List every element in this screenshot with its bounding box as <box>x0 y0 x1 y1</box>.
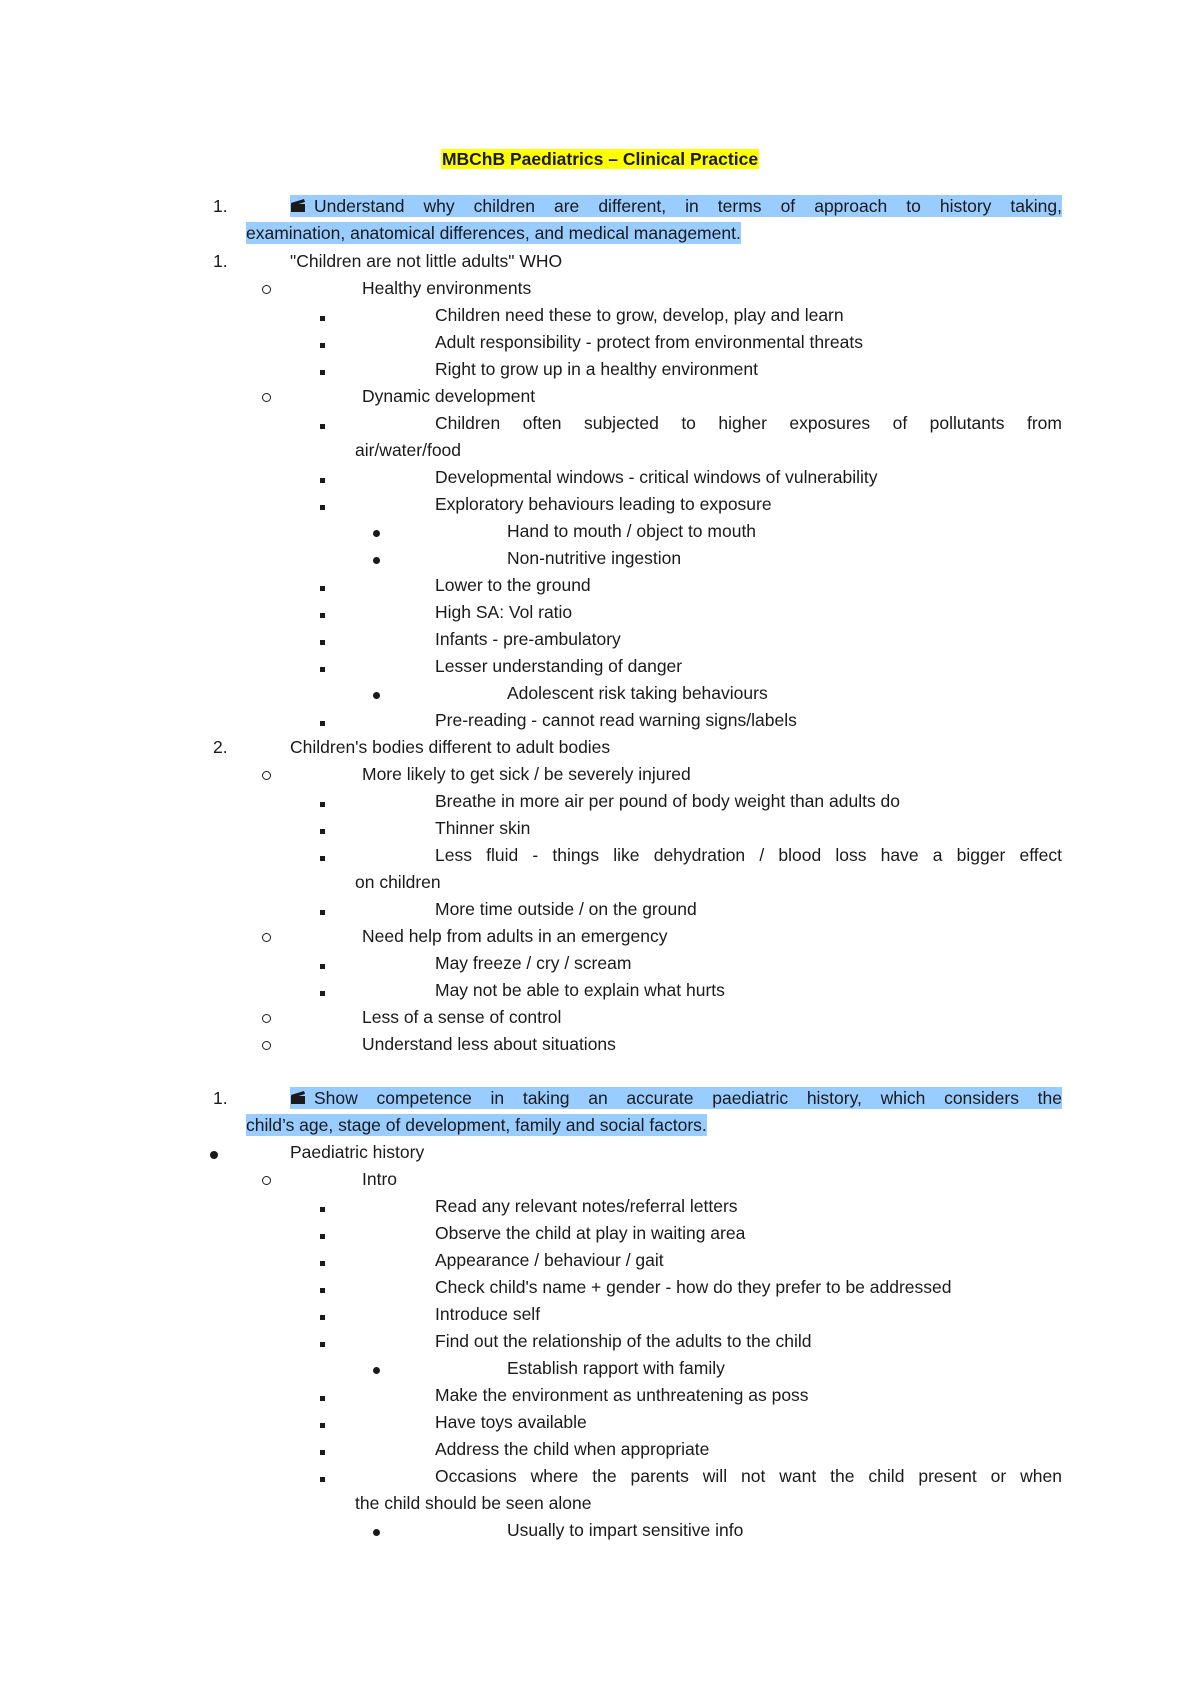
list-item: Read any relevant notes/referral letters <box>435 1196 738 1216</box>
section-2-number: 2. <box>213 737 228 757</box>
page-title: MBChB Paediatrics – Clinical Practice <box>441 149 759 169</box>
objective-1-number: 1. <box>213 196 228 216</box>
intro-label: Intro <box>362 1169 398 1189</box>
list-item: Make the environment as unthreatening as poss <box>435 1385 809 1405</box>
square-bullet <box>320 790 325 812</box>
clapperboard-icon <box>290 199 306 213</box>
circle-bullet <box>262 385 271 407</box>
square-bullet <box>320 952 325 974</box>
clapperboard-icon <box>290 1091 306 1105</box>
more-likely-sick: More likely to get sick / be severely injured <box>362 764 691 784</box>
square-bullet <box>320 1222 325 1244</box>
understand-less: Understand less about situations <box>362 1034 616 1054</box>
square-bullet <box>320 1384 325 1406</box>
list-item: Appearance / behaviour / gait <box>435 1250 664 1270</box>
square-bullet <box>320 1438 325 1460</box>
square-bullet <box>320 1465 325 1487</box>
list-item: Lower to the ground <box>435 575 591 595</box>
list-item: Lesser understanding of danger <box>435 656 683 676</box>
list-item-continued: air/water/food <box>355 440 462 460</box>
square-bullet <box>320 1276 325 1298</box>
list-item: Introduce self <box>435 1304 541 1324</box>
dynamic-development: Dynamic development <box>362 386 536 406</box>
square-bullet <box>320 709 325 731</box>
list-item: Children need these to grow, develop, play and learn <box>435 305 844 325</box>
list-item: High SA: Vol ratio <box>435 602 573 622</box>
square-bullet <box>320 466 325 488</box>
circle-bullet <box>262 925 271 947</box>
list-item-continued: the child should be seen alone <box>355 1493 592 1513</box>
list-item: More time outside / on the ground <box>435 899 697 919</box>
square-bullet <box>320 1303 325 1325</box>
list-subitem: Establish rapport with family <box>507 1358 725 1378</box>
circle-bullet <box>262 1006 271 1028</box>
list-item: Breathe in more air per pound of body weight than adults do <box>435 791 901 811</box>
square-bullet <box>320 412 325 434</box>
list-item: Adult responsibility - protect from environmental threats <box>435 332 863 352</box>
objective-2-line-2: child’s age, stage of development, family and social factors. <box>246 1115 707 1135</box>
section-1-number: 1. <box>213 251 228 271</box>
list-subitem: Usually to impart sensitive info <box>507 1520 744 1540</box>
list-subitem: Hand to mouth / object to mouth <box>507 521 757 541</box>
dot-bullet <box>373 520 380 542</box>
list-item-continued: on children <box>355 872 441 892</box>
objective-2-line-1: Show competence in taking an accurate paediatric history, which considers the <box>290 1087 1062 1109</box>
list-item: Find out the relationship of the adults to the child <box>435 1331 812 1351</box>
circle-bullet <box>262 763 271 785</box>
list-item: Have toys available <box>435 1412 587 1432</box>
less-control: Less of a sense of control <box>362 1007 562 1027</box>
square-bullet <box>320 979 325 1001</box>
healthy-environments: Healthy environments <box>362 278 532 298</box>
dot-bullet <box>373 1357 380 1379</box>
section-1-heading: "Children are not little adults" WHO <box>290 251 563 271</box>
list-item: Observe the child at play in waiting area <box>435 1223 746 1243</box>
square-bullet <box>320 601 325 623</box>
square-bullet <box>320 358 325 380</box>
square-bullet <box>320 493 325 515</box>
square-bullet <box>320 1195 325 1217</box>
square-bullet <box>320 1411 325 1433</box>
list-item: Right to grow up in a healthy environment <box>435 359 758 379</box>
square-bullet <box>320 1249 325 1271</box>
dot-bullet <box>373 682 380 704</box>
list-item: Children often subjected to higher exposures of pollutants from <box>435 413 1062 433</box>
list-item: Address the child when appropriate <box>435 1439 710 1459</box>
dot-bullet <box>373 1519 380 1541</box>
square-bullet <box>320 628 325 650</box>
square-bullet <box>320 574 325 596</box>
section-2-heading: Children's bodies different to adult bodies <box>290 737 611 757</box>
square-bullet <box>320 655 325 677</box>
square-bullet <box>320 331 325 353</box>
list-item: Pre-reading - cannot read warning signs/labels <box>435 710 797 730</box>
list-item: Occasions where the parents will not want the child present or when <box>435 1466 1062 1486</box>
dot-bullet <box>373 547 380 569</box>
list-item: Developmental windows - critical windows of vulnerability <box>435 467 878 487</box>
circle-bullet <box>262 277 271 299</box>
list-item: Exploratory behaviours leading to exposure <box>435 494 772 514</box>
square-bullet <box>320 844 325 866</box>
list-item: Infants - pre-ambulatory <box>435 629 621 649</box>
paediatric-history-heading: Paediatric history <box>290 1142 425 1162</box>
circle-bullet <box>262 1168 271 1190</box>
circle-bullet <box>262 1033 271 1055</box>
need-help: Need help from adults in an emergency <box>362 926 668 946</box>
objective-1-line-1: Understand why children are different, in terms of approach to history taking, <box>290 195 1062 217</box>
list-item: May not be able to explain what hurts <box>435 980 725 1000</box>
square-bullet <box>320 1330 325 1352</box>
list-item: May freeze / cry / scream <box>435 953 632 973</box>
objective-1-line-2: examination, anatomical differences, and medical management. <box>246 223 741 243</box>
list-item: Less fluid - things like dehydration / blood loss have a bigger effect <box>435 845 1062 865</box>
objective-2-number: 1. <box>213 1088 228 1108</box>
square-bullet <box>320 898 325 920</box>
square-bullet <box>320 817 325 839</box>
list-item: Check child's name + gender - how do they prefer to be addressed <box>435 1277 952 1297</box>
square-bullet <box>320 304 325 326</box>
list-item: Thinner skin <box>435 818 531 838</box>
list-subitem: Non-nutritive ingestion <box>507 548 682 568</box>
list-subitem: Adolescent risk taking behaviours <box>507 683 768 703</box>
dot-bullet <box>210 1142 218 1164</box>
